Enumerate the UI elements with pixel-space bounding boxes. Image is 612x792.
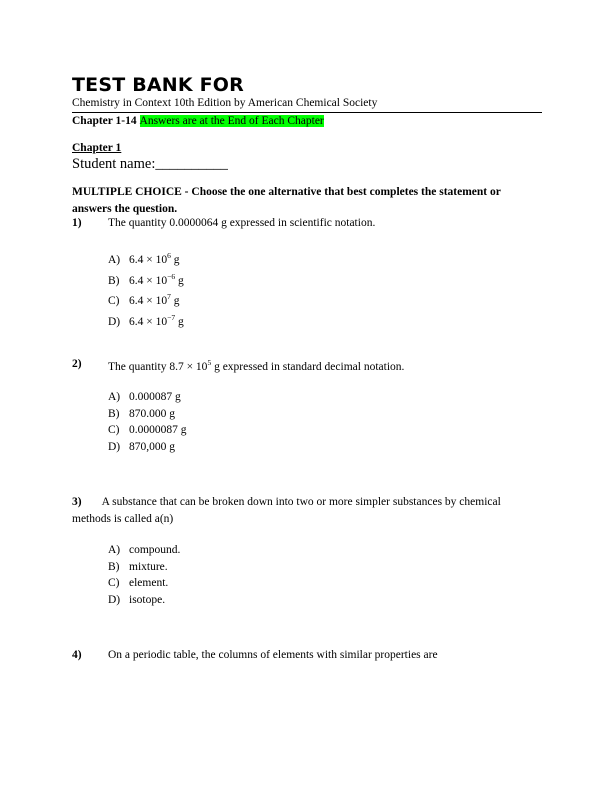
choice-exponent: −7 xyxy=(167,312,176,322)
choice-text: 870,000 g xyxy=(129,440,175,453)
section-heading: MULTIPLE CHOICE - Choose the one alternative that best completes the statement or answers the question. xyxy=(72,186,501,215)
choice-exponent: −6 xyxy=(167,271,176,281)
question-number: 3) xyxy=(72,496,82,508)
choice-item xyxy=(108,542,180,559)
choice-text: isotope. xyxy=(129,593,166,606)
choice-base: 6.4 × 10 xyxy=(129,315,168,328)
choice-list xyxy=(108,389,187,455)
choice-letter: C) xyxy=(108,424,120,436)
choice-base: 6.4 × 10 xyxy=(129,274,168,287)
choice-item xyxy=(108,575,180,592)
choice-text: compound. xyxy=(129,544,181,556)
choice-letter: A) xyxy=(108,391,121,403)
choice-letter: C) xyxy=(108,295,120,307)
page-title: TEST BANK FOR xyxy=(72,74,244,96)
chapters-line xyxy=(72,115,324,127)
choice-unit: g xyxy=(170,295,180,307)
header-divider xyxy=(72,112,542,113)
choice-unit: g xyxy=(175,274,184,287)
choice-letter: D) xyxy=(108,315,121,328)
choice-letter: B) xyxy=(108,274,120,287)
chapters-label: Chapter 1-14 xyxy=(72,115,137,127)
choice-unit: g xyxy=(175,315,184,328)
choice-letter: B) xyxy=(108,407,120,420)
question-exponent: 5 xyxy=(207,358,212,367)
choice-base: 6.4 × 10 xyxy=(129,254,168,266)
chapters-highlight-note: Answers are at the End of Each Chapter xyxy=(139,115,324,127)
question-text xyxy=(108,358,404,373)
choice-exponent: 7 xyxy=(167,292,171,301)
choice-list xyxy=(108,248,184,330)
question-text: The quantity 0.0000064 g expressed in scientific notation. xyxy=(108,217,376,229)
question-text: A substance that can be broken down into two or more simpler substances by chemical methods is called a(n) xyxy=(72,496,501,525)
question-number: 4) xyxy=(72,649,82,661)
student-name-line: Student name:__________ xyxy=(72,156,228,172)
choice-item xyxy=(108,389,187,406)
choice-item xyxy=(108,248,184,269)
question-number: 2) xyxy=(72,358,82,370)
choice-base: 6.4 × 10 xyxy=(129,295,168,307)
choice-item xyxy=(108,406,187,423)
choice-letter: A) xyxy=(108,544,121,556)
choice-item xyxy=(108,439,187,456)
choice-letter: A) xyxy=(108,254,121,266)
chapter-heading: Chapter 1 xyxy=(72,142,122,154)
choice-text: 0.000087 g xyxy=(129,391,181,403)
choice-item xyxy=(108,289,184,310)
question-text-post: g expressed in standard decimal notation. xyxy=(211,361,405,373)
choice-letter: B) xyxy=(108,560,120,573)
choice-letter: D) xyxy=(108,593,121,606)
choice-unit: g xyxy=(170,254,180,266)
book-subtitle: Chemistry in Context 10th Edition by American Chemical Society xyxy=(72,97,378,109)
question-text-pre: The quantity 8.7 × 10 xyxy=(108,361,208,373)
choice-item xyxy=(108,592,180,609)
choice-letter: D) xyxy=(108,440,121,453)
question-block xyxy=(72,494,542,528)
choice-item xyxy=(108,310,184,331)
question-number: 1) xyxy=(72,217,82,229)
choice-text: 870.000 g xyxy=(129,407,175,420)
choice-item xyxy=(108,559,180,576)
choice-text: element. xyxy=(129,577,169,589)
choice-letter: C) xyxy=(108,577,120,589)
choice-text: mixture. xyxy=(129,560,168,573)
choice-list xyxy=(108,542,180,608)
choice-text: 0.0000087 g xyxy=(129,424,187,436)
question-text: On a periodic table, the columns of elements with similar properties are xyxy=(108,649,438,661)
choice-item xyxy=(108,422,187,439)
choice-item xyxy=(108,269,184,290)
choice-exponent: 6 xyxy=(167,251,171,260)
